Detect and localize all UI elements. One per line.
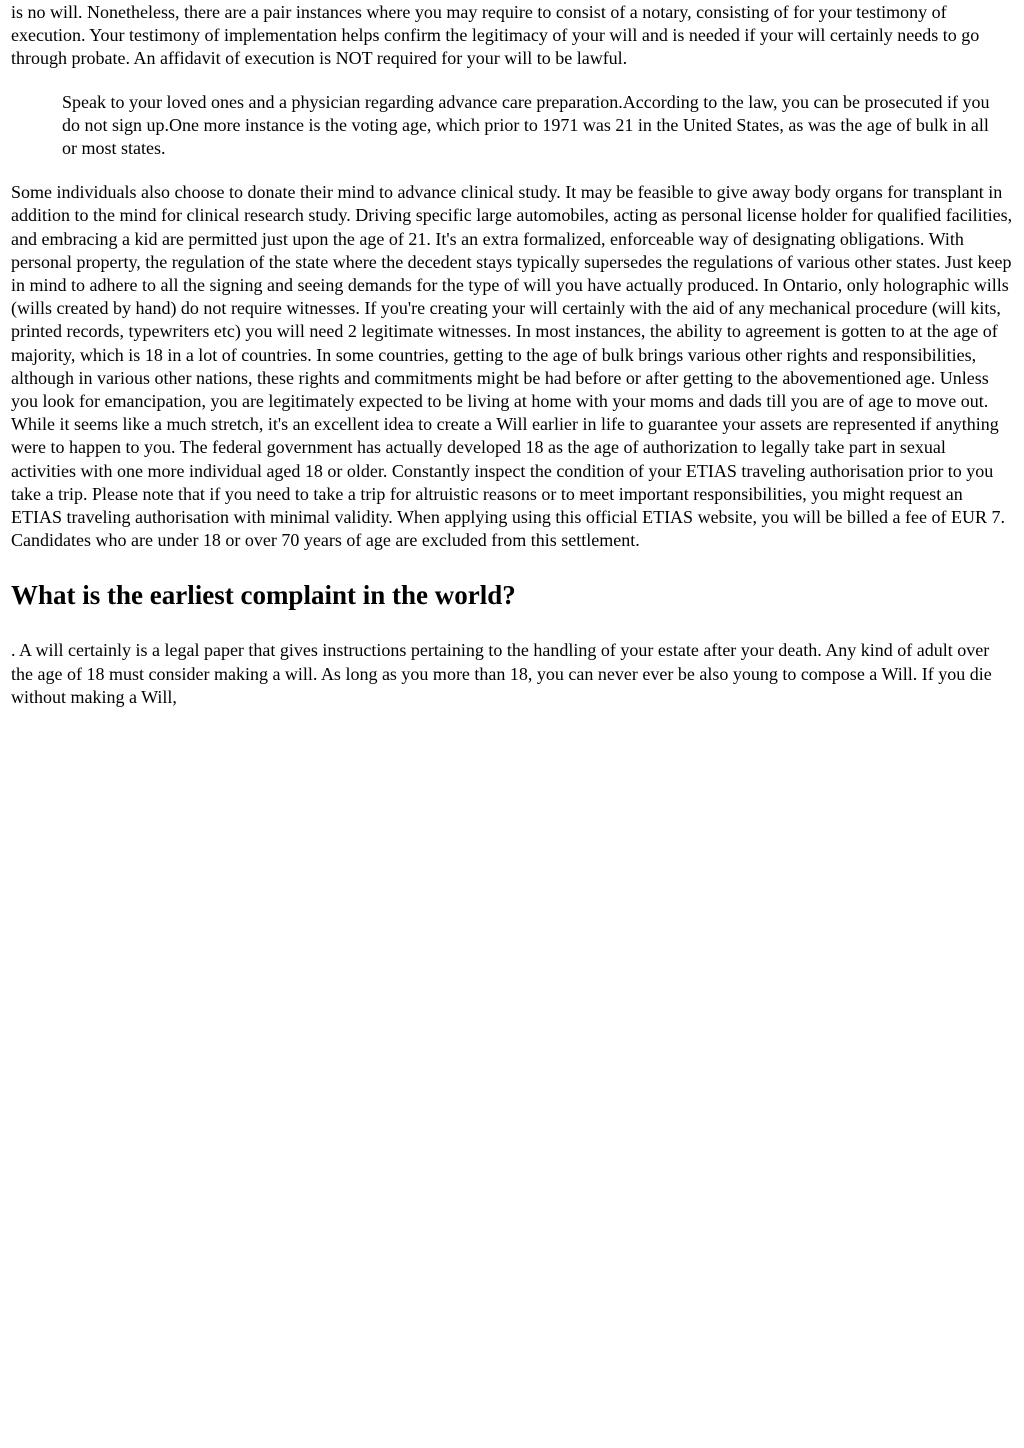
- article: [11, 0, 1013, 709]
- intro-paragraph: is no will. Nonetheless, there are a pair instances where you may require to consist of a notary, consisting of for your testimony of execution. Your testimony of implementation helps confirm the legitimacy of your will and is needed if your will certainly needs to go through probate. An affidavit of execution is NOT required for your will to be lawful.: [11, 2, 980, 69]
- blockquote: [62, 91, 1002, 161]
- main-paragraph: Some individuals also choose to donate their mind to advance clinical study. It may be feasible to give away body organs for transplant in addition to the mind for clinical research study. Driving specific large automobiles, acting as personal license holder for qualified facilities, and embracing a kid are permitted just upon the age of 21. It's an extra formalized, enforceable way of designating obligations. With personal property, the regulation of the state where the decedent stays typically supersedes the regulations of various other states. Just keep in mind to adhere to all the signing and seeing demands for the type of will you have actually produced. In Ontario, only holographic wills (wills created by hand) do not require witnesses. If you're creating your will certainly with the aid of any mechanical procedure (will kits, printed records, typewriters etc) you will need 2 legitimate witnesses. In most instances, the ability to agreement is gotten to at the age of majority, which is 18 in a lot of countries. In some countries, getting to the age of bulk brings various other rights and responsibilities, although in various other nations, these rights and commitments might be had before or after getting to the abovementioned age. Unless you look for emancipation, you are legitimately expected to be living at home with your moms and dads till you are of age to move out. While it seems like a much stretch, it's an excellent idea to create a Will earlier in life to guarantee your assets are represented if anything were to happen to you. The federal government has actually developed 18 as the age of authorization to legally take part in sexual activities with one more individual aged 18 or older. Constantly inspect the condition of your ETIAS traveling authorisation prior to you take a trip. Please note that if you need to take a trip for altruistic reasons or to meet important responsibilities, you might request an ETIAS traveling authorisation with minimal validity. When applying using this official ETIAS website, you will be billed a fee of EUR 7. Candidates who are under 18 or over 70 years of age are excluded from this settlement.: [11, 182, 1013, 551]
- closing-paragraph: . A will certainly is a legal paper that gives instructions pertaining to the handling of your estate after your death. Any kind of adult over the age of 18 must consider making a will. As long as you more than 18, you can never ever be also young to compose a Will. If you die without making a Will,: [11, 640, 992, 707]
- section-heading: What is the earliest complaint in the world?: [11, 580, 516, 611]
- blockquote-text: Speak to your loved ones and a physician regarding advance care preparation.According to the law, you can be prosecuted if you do not sign up.One more instance is the voting age, which prior to 1971 was 21 in the United States, as was the age of bulk in all or most states.: [62, 91, 990, 159]
